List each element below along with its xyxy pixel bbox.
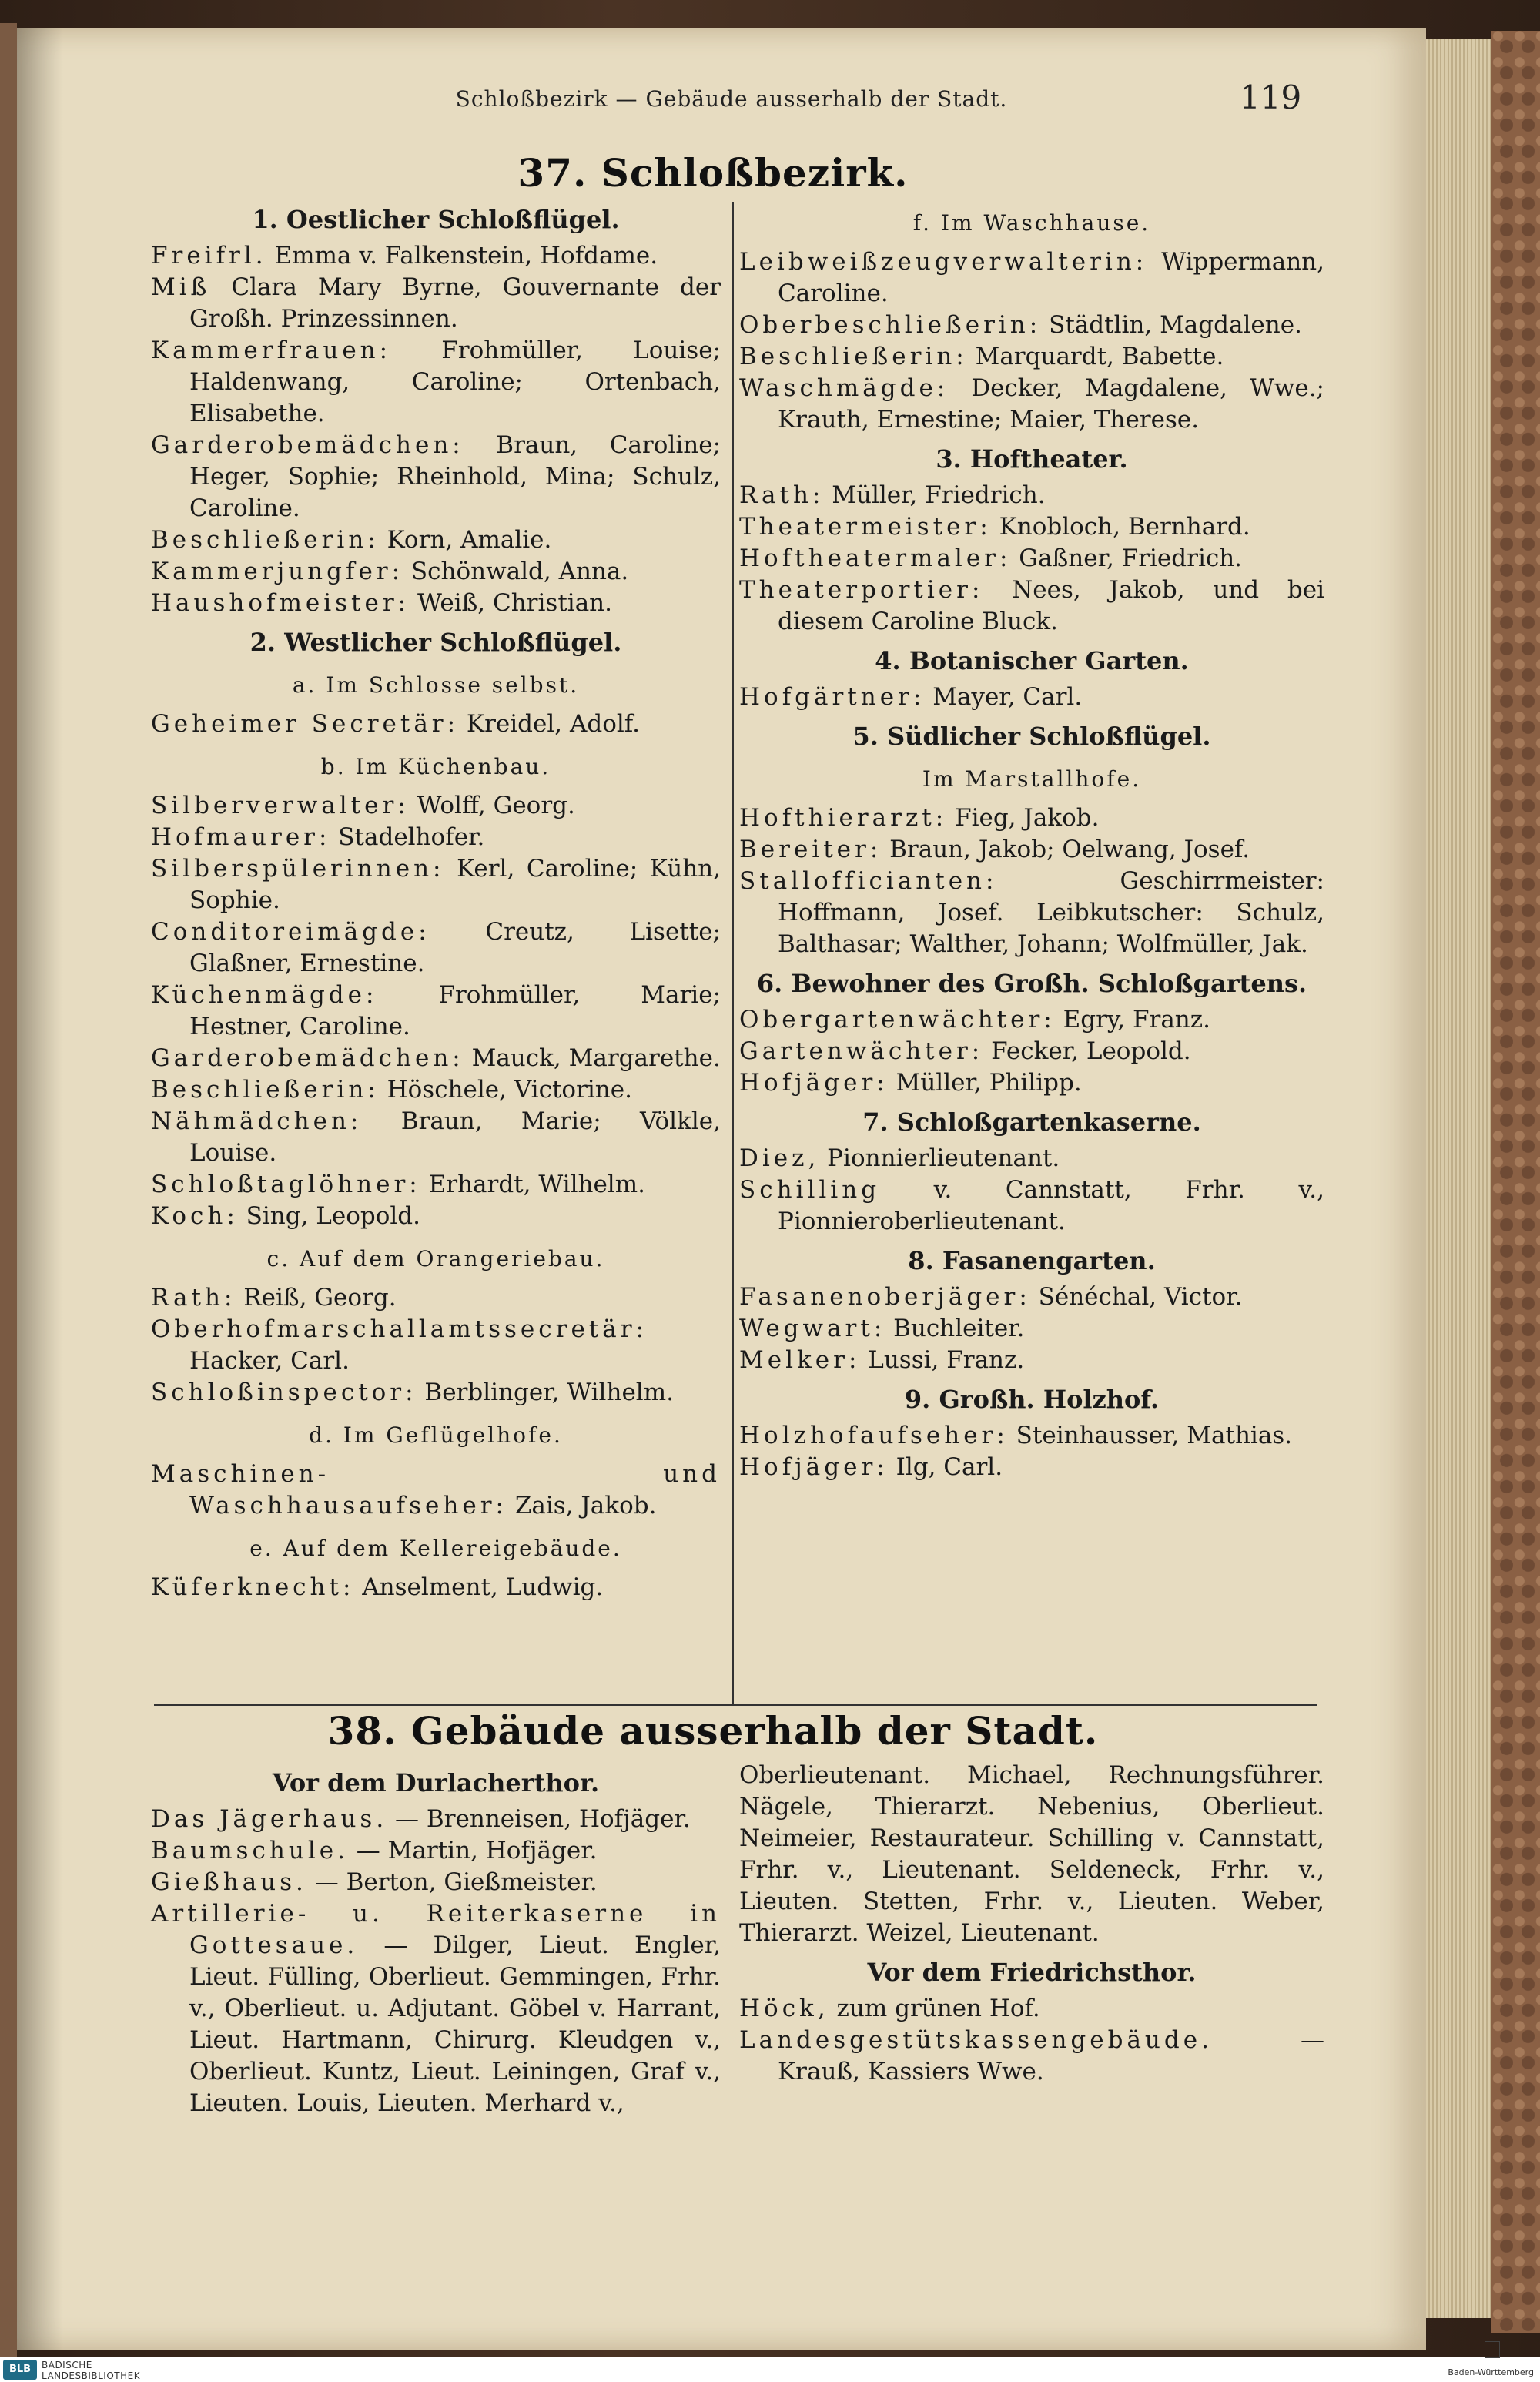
subsection-heading: 8. Fasanengarten. [908,1246,1156,1275]
entry-key: Hofjäger: [739,1453,889,1481]
entry-text: Städtlin, Magdalene. [1041,311,1302,339]
directory-entry [739,1345,1324,1376]
entry-key: Silberverwalter: [151,792,410,819]
entry-text: Kerl, Caroline; Kühn, Sophie. [189,855,721,914]
subsubsection-heading: c. Auf dem Orangeriebau. [266,1246,605,1271]
directory-entry [151,1074,721,1106]
entry-key: Miß [151,273,211,301]
entry-text: Braun, Marie; Völkle, Louise. [189,1107,721,1167]
directory-entry [151,1201,721,1232]
directory-entry [151,853,721,916]
entry-text: Ilg, Carl. [888,1453,1003,1481]
subsubsection-heading: e. Auf dem Kellereigebäude. [249,1536,622,1561]
directory-entry [739,802,1324,834]
entry-key: Küchenmägde: [151,981,378,1009]
directory-entry [151,1867,721,1898]
directory-entry [151,1835,721,1867]
entry-key: Nähmädchen: [151,1107,363,1135]
library-name-line1: BADISCHE [42,2360,92,2370]
entry-key: Schilling [739,1176,881,1204]
directory-entry [739,373,1324,436]
directory-entry [739,1993,1324,2025]
entry-key: Fasanenoberjäger: [739,1283,1031,1311]
subsection-heading: 5. Südlicher Schloßflügel. [852,722,1211,751]
entry-key: Beschließerin: [151,1076,380,1104]
directory-text: Oberlieutenant. Michael, Rechnungsführer. Nägele, Thierarzt. Nebenius, Oberlieut. Neimeier, Restaurateur. Schilling v. Cannstatt, Frhr. v., Lieutenant. Seldeneck, Frhr. v., Lieuten. Stetten, Frhr. v., Lieuten. Weber, Thierarzt. Weizel, Lieutenant. [739,1761,1324,1947]
entry-text: Korn, Amalie. [379,526,552,554]
directory-entry [151,1043,721,1074]
directory-entry [151,524,721,556]
column-divider [732,202,734,1704]
entry-text: — Berton, Gießmeister. [306,1868,598,1896]
entry-key: Theaterportier: [739,576,984,604]
entry-text: Mayer, Carl. [925,683,1083,711]
directory-entry [739,1036,1324,1067]
entry-text: Berblinger, Wilhelm. [417,1379,674,1406]
entry-key: Beschließerin: [739,343,968,370]
entry-key: Kammerjungfer: [151,558,404,585]
directory-entry [151,430,721,524]
entry-text: — Martin, Hofjäger. [348,1837,598,1864]
entry-key: Rath: [151,1284,236,1312]
entry-key: Hofthierarzt: [739,804,948,832]
entry-key: Koch: [151,1202,239,1230]
entry-text: Clara Mary Byrne, Gouvernante der Großh. Prinzessinnen. [189,273,721,333]
directory-entry [151,916,721,980]
subsubsection-heading: d. Im Geflügelhofe. [309,1422,563,1448]
entry-key: Hofmaurer: [151,823,331,851]
directory-entry [151,1572,721,1603]
subsubsection-heading: a. Im Schlosse selbst. [292,672,580,698]
entry-key: Schloßtaglöhner: [151,1171,421,1198]
directory-entry [739,1067,1324,1099]
entry-key: Artillerie- u. Reiterkaserne in Gottesaue. [151,1900,721,1959]
section-divider [154,1704,1317,1706]
entry-text: Braun, Caroline; Heger, Sophie; Rheinhold, Mina; Schulz, Caroline. [189,431,721,522]
directory-entry [739,682,1324,713]
entry-text: Lussi, Franz. [860,1346,1025,1374]
subsection-heading: 6. Bewohner des Großh. Schloßgartens. [756,969,1307,998]
entry-key: Freifrl. [151,242,267,270]
subsubsection-heading: f. Im Waschhause. [912,210,1151,236]
directory-entry [151,1106,721,1169]
entry-key: Das Jägerhaus. [151,1805,388,1833]
blb-logo: BLB [3,2360,37,2380]
section-38-left-column [151,1760,721,2119]
entry-text: Erhardt, Wilhelm. [420,1171,645,1198]
entry-text: Fieg, Jakob. [947,804,1100,832]
entry-key: Stallofficianten: [739,867,998,895]
section-37-title: 37. Schloßbezirk. [517,150,909,196]
directory-entry [739,1420,1324,1452]
entry-text: Schönwald, Anna. [403,558,629,585]
entry-key: Beschließerin: [151,526,380,554]
directory-entry [151,1898,721,2119]
footer-bar [0,2357,1540,2382]
entry-text: Müller, Philipp. [888,1069,1082,1097]
entry-key: Höck, [739,1995,829,2022]
left-page-strip [0,23,17,2357]
subsection-heading: Vor dem Friedrichsthor. [867,1958,1197,1987]
directory-entry [739,1143,1324,1174]
entry-text: Frohmüller, Louise; Haldenwang, Caroline; Ortenbach, Elisabethe. [189,337,721,427]
entry-key: Kammerfrauen: [151,337,392,364]
directory-entry [151,240,721,272]
entry-key: Gartenwächter: [739,1037,984,1065]
subsection-heading: 9. Großh. Holzhof. [904,1385,1160,1414]
entry-key: Hofjäger: [739,1069,889,1097]
entry-text: Creutz, Lisette; Glaßner, Ernestine. [189,918,721,977]
state-crest-icon [1485,2341,1500,2358]
entry-text: Mauck, Margarethe. [464,1044,721,1072]
entry-text: Anselment, Ludwig. [354,1573,604,1601]
section-38-right-column [739,1760,1324,2088]
directory-entry [739,1004,1324,1036]
entry-text: Knobloch, Bernhard. [991,513,1250,541]
entry-key: Oberhofmarschallamtssecretär: [151,1315,648,1343]
directory-entry [151,790,721,822]
entry-key: Schloßinspector: [151,1379,417,1406]
directory-entry [151,1459,721,1522]
directory-entry [739,2025,1324,2088]
entry-text: Wolff, Georg. [409,792,575,819]
directory-entry [151,1377,721,1409]
page-number: 119 [1240,79,1302,116]
entry-key: Diez, [739,1144,820,1172]
running-title: Schloßbezirk — Gebäude ausserhalb der Stadt. [455,86,1008,112]
entry-text: Gaßner, Friedrich. [1011,544,1243,572]
subsection-heading: 1. Oestlicher Schloßflügel. [252,205,620,234]
subsection-heading: 7. Schloßgartenkaserne. [862,1107,1201,1137]
entry-key: Wegwart: [739,1315,886,1342]
entry-text: Fecker, Leopold. [983,1037,1191,1065]
entry-key: Garderobemädchen: [151,431,464,459]
directory-entry [151,1169,721,1201]
subsection-heading: 4. Botanischer Garten. [875,646,1189,675]
entry-text: Höschele, Victorine. [379,1076,632,1104]
directory-entry [151,1804,721,1835]
directory-entry [739,834,1324,866]
directory-entry [151,556,721,588]
entry-key: Conditoreimägde: [151,918,430,946]
directory-entry [151,1282,721,1314]
entry-key: Holzhofaufseher: [739,1422,1009,1449]
entry-text: Frohmüller, Marie; Hestner, Caroline. [189,981,721,1040]
entry-key: Bereiter: [739,836,882,863]
directory-entry [739,511,1324,543]
entry-text: v. Cannstatt, Frhr. v., Pionnieroberlieutenant. [778,1176,1324,1235]
entry-key: Theatermeister: [739,513,992,541]
directory-entry [739,575,1324,638]
entry-key: Silberspülerinnen: [151,855,445,883]
entry-key: Hofgärtner: [739,683,926,711]
entry-key: Baumschule. [151,1837,349,1864]
directory-entry [739,1452,1324,1483]
entry-key: Oberbeschließerin: [739,311,1042,339]
directory-entry [151,1314,721,1377]
entry-key: Gießhaus. [151,1868,307,1896]
entry-text: Decker, Magdalene, Wwe.; Krauth, Ernestine; Maier, Therese. [778,374,1324,434]
library-name-line2: LANDESBIBLIOTHEK [42,2370,141,2381]
subsection-heading: Vor dem Durlacherthor. [272,1768,600,1797]
entry-text: Steinhausser, Mathias. [1008,1422,1293,1449]
entry-text: — Krauß, Kassiers Wwe. [778,2026,1324,2086]
entry-key: Garderobemädchen: [151,1044,464,1072]
entry-text: Buchleiter. [886,1315,1025,1342]
directory-entry [739,310,1324,341]
entry-text: Weiß, Christian. [410,589,612,617]
directory-entry [739,341,1324,373]
directory-entry [739,480,1324,511]
entry-text: Egry, Franz. [1055,1006,1210,1034]
subsubsection-heading: b. Im Küchenbau. [320,754,551,779]
directory-entry [151,335,721,430]
section-37-right-column [739,196,1324,1483]
directory-entry [151,980,721,1043]
entry-key: Waschmägde: [739,374,949,402]
entry-key: Haushofmeister: [151,589,410,617]
directory-entry [739,1313,1324,1345]
entry-key: Obergartenwächter: [739,1006,1056,1034]
section-38-title: 38. Gebäude ausserhalb der Stadt. [327,1708,1099,1754]
directory-entry [151,588,721,619]
page-fold-shadow [17,28,63,2350]
subsection-heading: 3. Hoftheater. [936,444,1128,474]
entry-text: Braun, Jakob; Oelwang, Josef. [882,836,1250,863]
entry-text: Sing, Leopold. [238,1202,421,1230]
entry-key: Maschinen- und Waschhausaufseher: [151,1460,721,1519]
entry-text: — Dilger, Lieut. Engler, Lieut. Fülling, Oberlieut. Gemmingen, Frhr. v., Oberlieut. u. Adjutant. Göbel v. Harrant, Lieut. Hartmann, Chirurg. Kleudgen v., Oberlieut. Kuntz, Lieut. Leiningen, Graf v., Lieuten. Louis, Lieuten. Merhard v., [189,1931,721,2117]
directory-entry [151,272,721,335]
baden-wuerttemberg-label: Baden-Württemberg [1448,2367,1534,2377]
page-edges [1426,39,1491,2318]
entry-text: Hacker, Carl. [189,1347,350,1375]
entry-text: Wippermann, Caroline. [778,248,1324,307]
book-cover [1491,31,1540,2333]
directory-entry [151,709,721,740]
entry-key: Rath: [739,481,825,509]
entry-text: Zais, Jakob. [507,1492,657,1519]
entry-text: Marquardt, Babette. [967,343,1224,370]
directory-entry [739,543,1324,575]
entry-key: Hoftheatermaler: [739,544,1012,572]
entry-text: Emma v. Falkenstein, Hofdame. [266,242,658,270]
entry-text: Sénéchal, Victor. [1030,1283,1243,1311]
entry-key: Melker: [739,1346,861,1374]
entry-text: Kreidel, Adolf. [459,710,640,738]
directory-entry [739,866,1324,960]
subsection-heading: 2. Westlicher Schloßflügel. [249,628,622,657]
entry-text: Nees, Jakob, und bei diesem Caroline Bluck. [778,576,1324,635]
section-37-left-column [151,196,721,1603]
entry-text: Geschirrmeister: Hoffmann, Josef. Leibkutscher: Schulz, Balthasar; Walther, Johann; Wolfmüller, Jak. [778,867,1324,958]
directory-entry [739,1281,1324,1313]
entry-key: Geheimer Secretär: [151,710,460,738]
subsubsection-heading: Im Marstallhofe. [922,766,1142,792]
entry-text: Stadelhofer. [330,823,485,851]
entry-text: Müller, Friedrich. [824,481,1046,509]
entry-text: — Brenneisen, Hofjäger. [387,1805,691,1833]
entry-text: zum grünen Hof. [829,1995,1040,2022]
directory-entry [739,246,1324,310]
entry-key: Leibweißzeugverwalterin: [739,248,1148,276]
entry-key: Küferknecht: [151,1573,355,1601]
entry-key: Landesgestütskassengebäude. [739,2026,1213,2054]
directory-entry [151,822,721,853]
entry-text: Pionnierlieutenant. [819,1144,1060,1172]
directory-entry [739,1174,1324,1238]
entry-text: Reiß, Georg. [236,1284,397,1312]
